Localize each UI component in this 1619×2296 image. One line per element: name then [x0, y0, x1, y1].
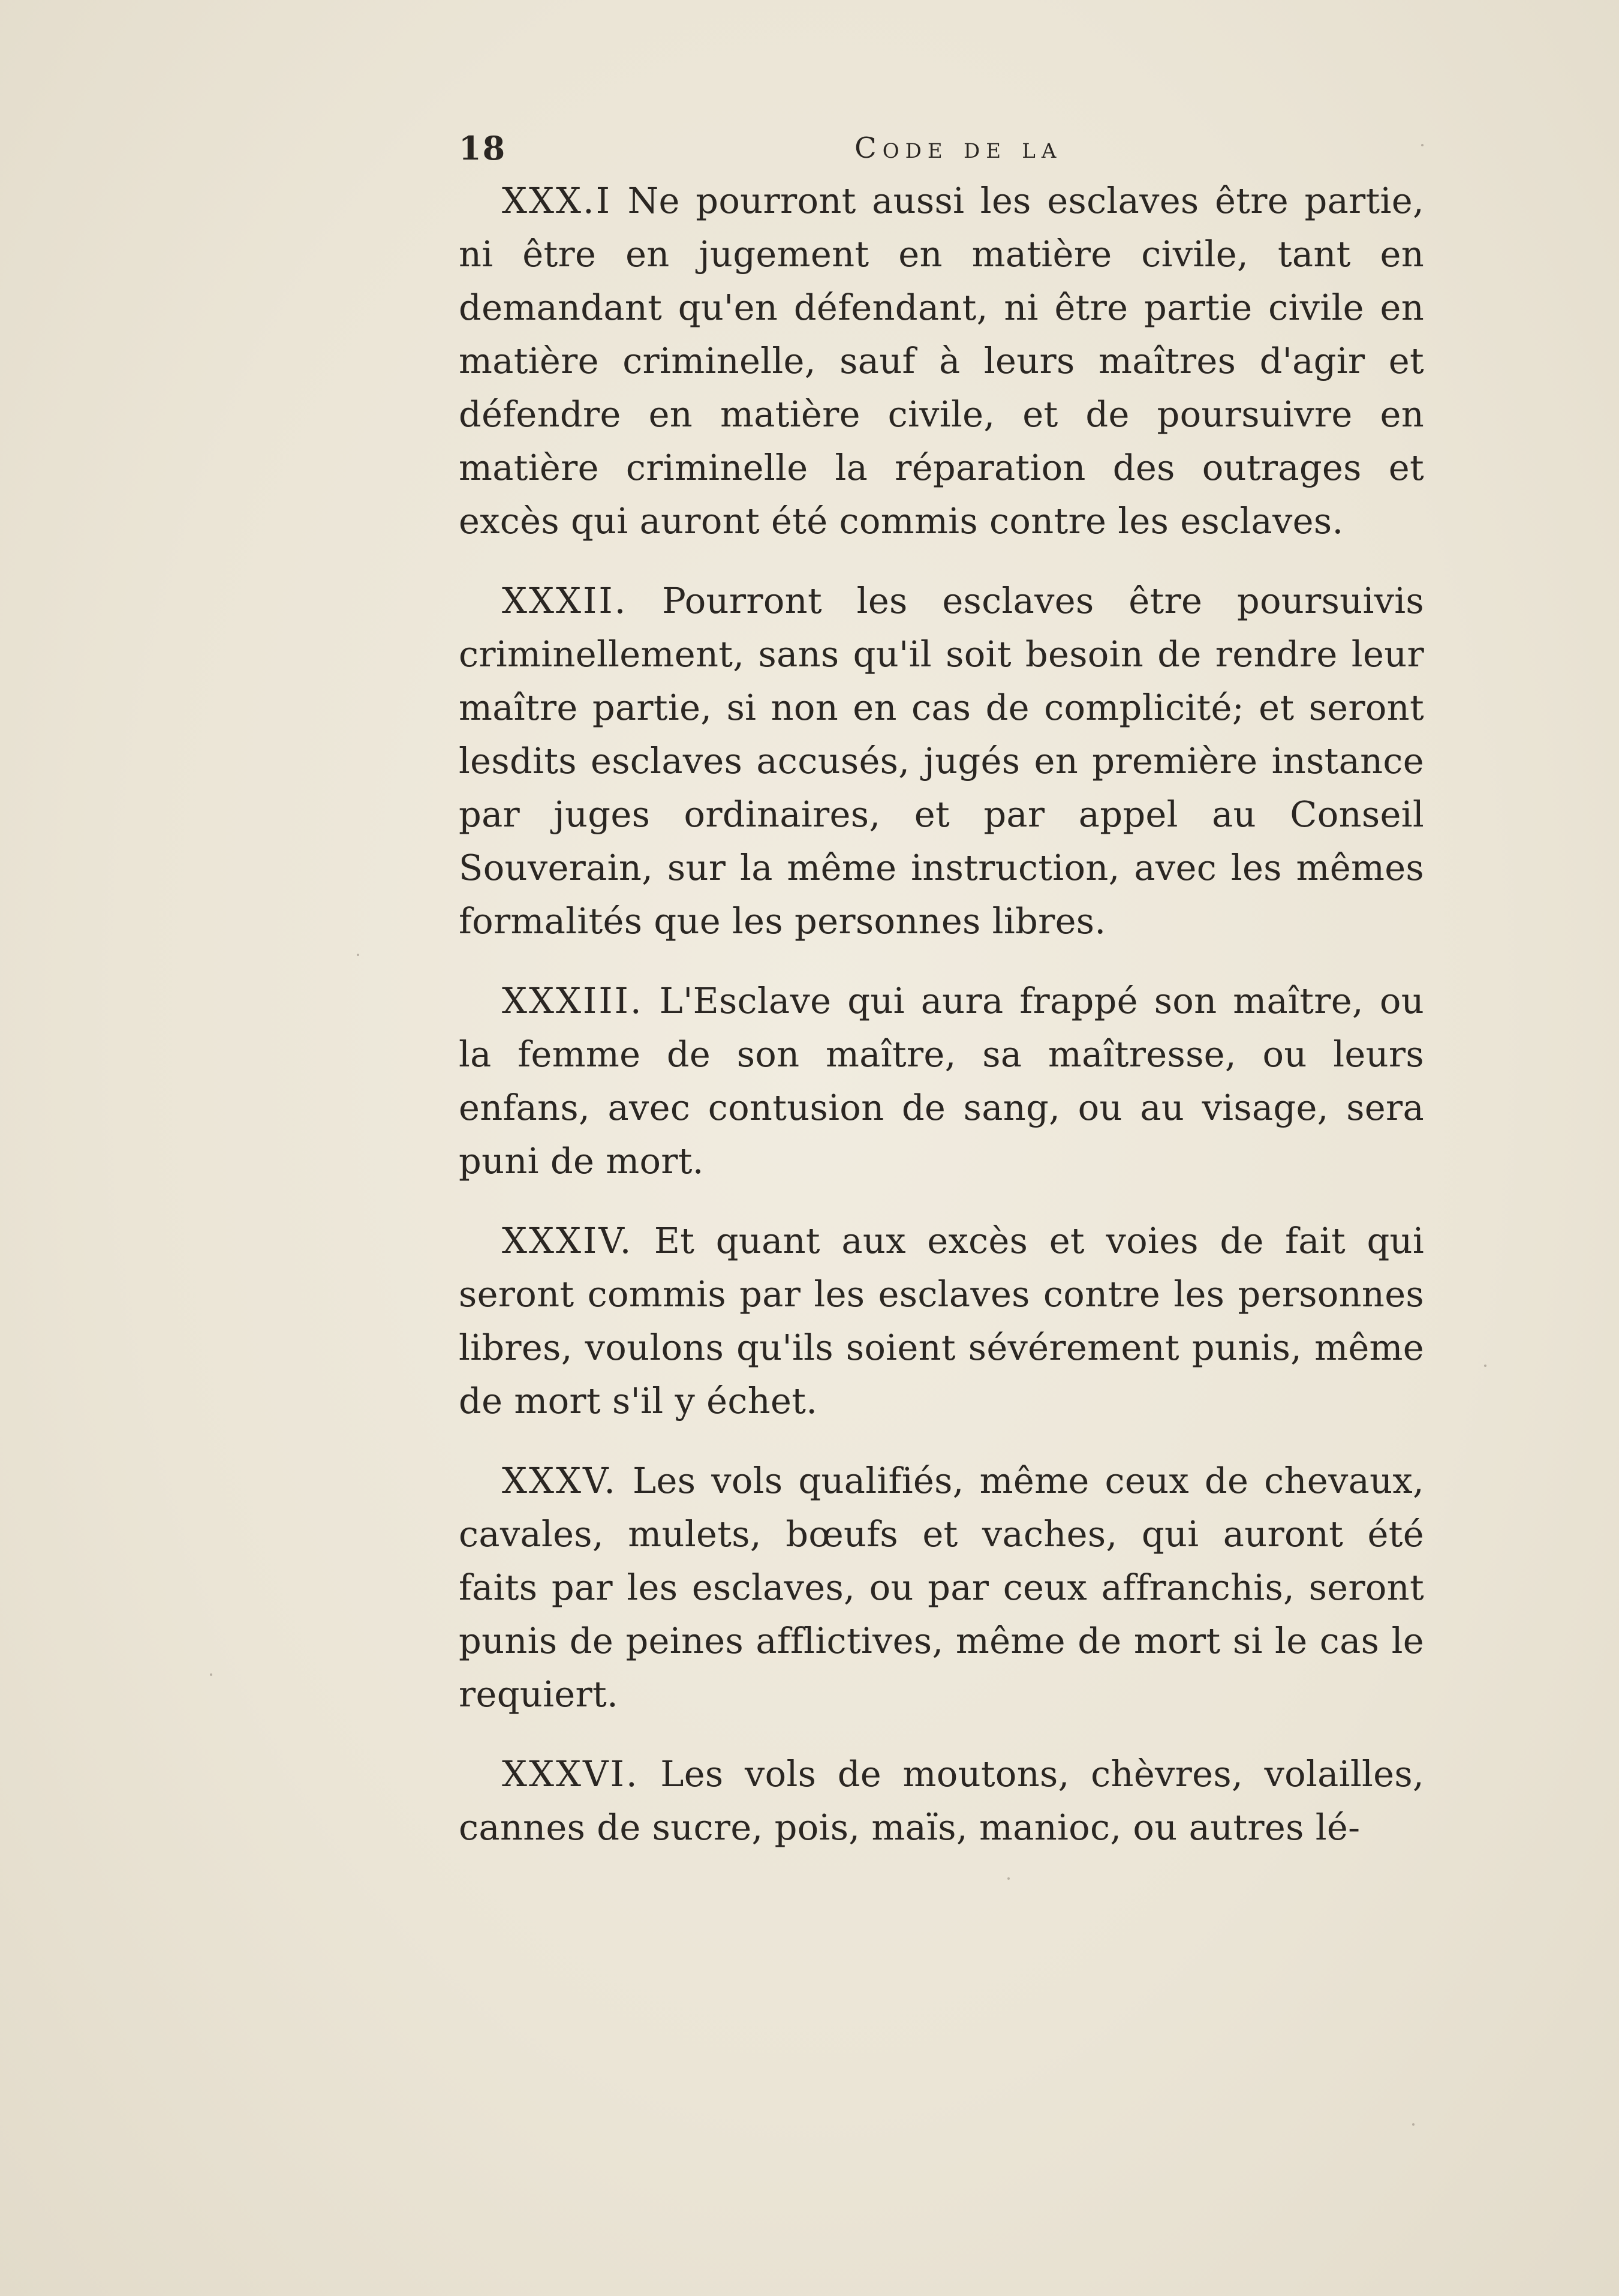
- page-number: 18: [459, 129, 507, 167]
- article-xxxv: [459, 1454, 1424, 1721]
- paper-speck: [1421, 144, 1424, 146]
- article-text: Et quant aux excès et voies de fait qui seront commis par les esclaves contre les personnes libres, voulons qu'ils soient sévérement punis, même de mort s'il y échet.: [459, 1220, 1424, 1422]
- article-text: Les vols qualifiés, même ceux de chevaux, cavales, mulets, bœufs et vaches, qui auront été faits par les esclaves, ou par ceux affranchis, seront punis de peines afflictives, même de mort si le cas le requiert.: [459, 1460, 1425, 1715]
- article-numeral: XXXV.: [502, 1460, 618, 1501]
- article-numeral: XXXIII.: [502, 980, 643, 1021]
- article-xxxi: [459, 174, 1424, 548]
- article-text: Ne pourront aussi les esclaves être partie, ni être en jugement en matière civile, tant en demandant qu'en défendant, ni être partie civile en matière criminelle, sauf à leurs maîtres d'agir et défendre en matière civile, et de poursuivre en matière criminelle la réparation des outrages et excès qui auront été commis contre les esclaves.: [459, 180, 1424, 542]
- article-numeral: XXXII.: [502, 580, 628, 621]
- article-text: L'Esclave qui aura frappé son maître, ou la femme de son maître, sa maîtresse, ou leurs enfans, avec contusion de sang, ou au visage, sera puni de mort.: [459, 980, 1424, 1182]
- article-text: Pourront les esclaves être poursuivis criminellement, sans qu'il soit besoin de rendre leur maître partie, si non en cas de complicité; et seront lesdits esclaves accusés, jugés en première instance par juges ordinaires, et par appel au Conseil Souverain, sur la même instruction, avec les mêmes formalités que les personnes libres.: [459, 580, 1424, 942]
- paper-speck: [210, 1673, 212, 1676]
- article-xxxiii: [459, 974, 1424, 1188]
- paper-speck: [357, 954, 359, 956]
- paper-speck: [1484, 1365, 1486, 1367]
- article-numeral: XXXVI.: [502, 1753, 639, 1795]
- article-numeral: XXX.I: [502, 180, 612, 221]
- article-xxxiv: [459, 1214, 1424, 1428]
- paper-speck: [1007, 1877, 1010, 1880]
- paper-speck: [1412, 2123, 1415, 2126]
- article-text: Les vols de moutons, chèvres, volailles, cannes de sucre, pois, maïs, manioc, ou autres lé-: [459, 1753, 1425, 1848]
- article-xxxii: [459, 574, 1424, 948]
- article-numeral: XXXIV.: [502, 1220, 633, 1261]
- article-xxxvi: [459, 1747, 1424, 1854]
- header-title: Code de la: [854, 131, 1063, 165]
- running-head: [459, 129, 1430, 171]
- body-text: [459, 174, 1424, 1880]
